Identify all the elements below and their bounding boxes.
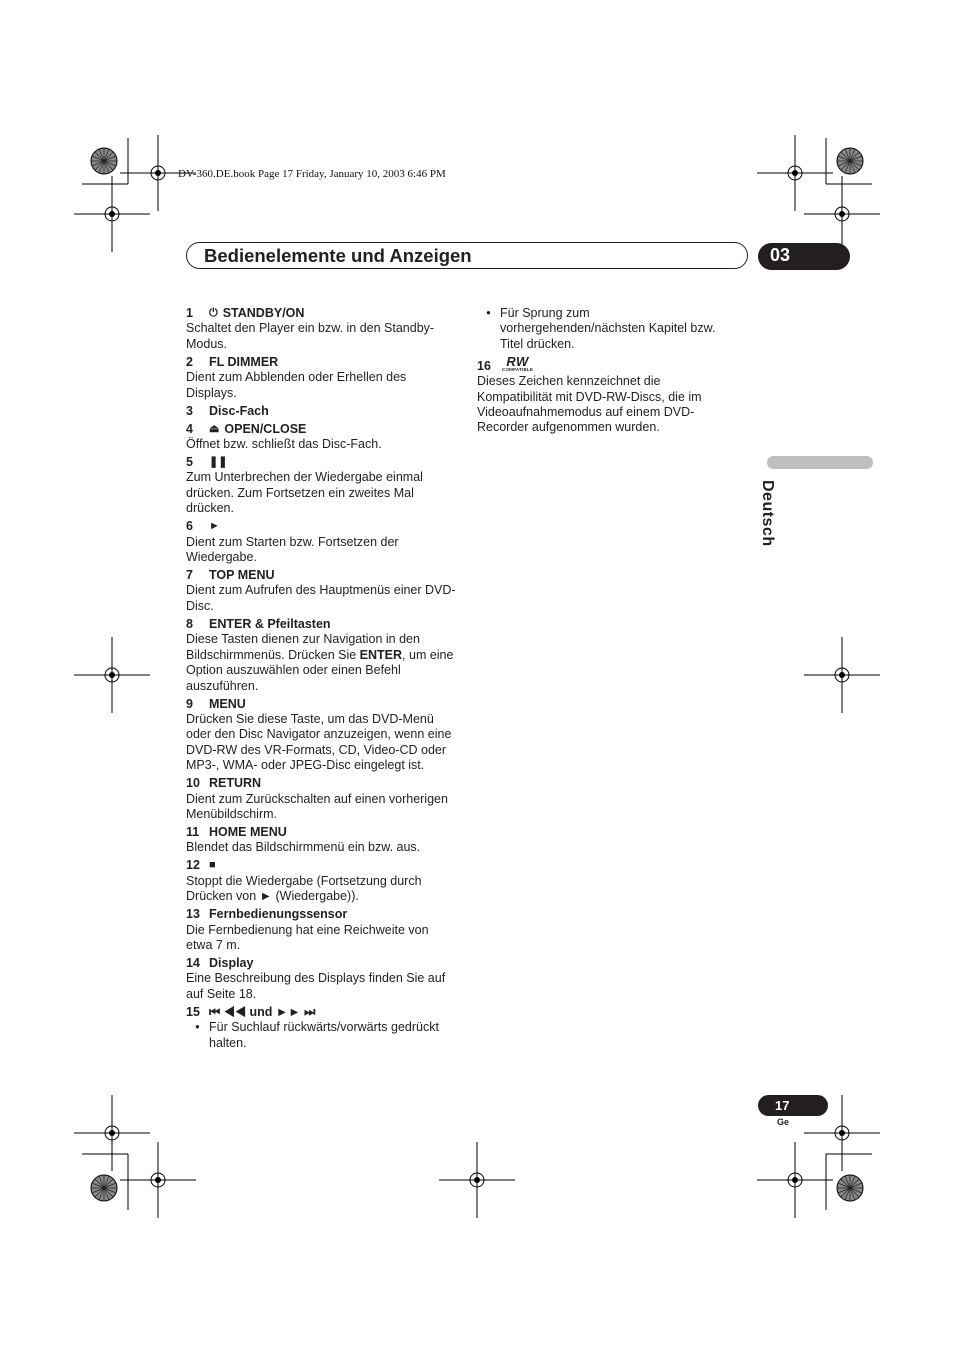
item-description: Zum Unterbrechen der Wiedergabe einmal drücken. Zum Fortsetzen ein zweites Mal drücken. [186,470,423,516]
rw-compatible-logo: RW COMPATIBLE [502,354,534,373]
item-description: Schaltet den Player ein bzw. in den Standby-Modus. [186,321,435,351]
item-description: Die Fernbedienung hat eine Reichweite von etwa 7 m. [186,922,429,952]
language-tab-bar [767,456,873,469]
item-number: 4 [186,421,193,436]
item-title: Fernbedienungssensor [209,907,348,922]
book-header: DV-360.DE.book Page 17 Friday, January 10, 2003 6:46 PM [178,168,446,180]
list-item [186,404,458,419]
list-item [186,422,458,453]
item-number: 3 [186,403,193,418]
item-description: Diese Tasten dienen zur Navigation in den Bildschirmmenüs. Drücken Sie ENTER, um eine Option auszuwählen oder einen Befehl auszuführen. [186,632,454,693]
item-number: 16 [477,358,491,373]
list-item [186,776,458,822]
bullet-item: • Für Sprung zum vorhergehenden/nächsten Kapitel bzw. Titel drücken. [486,306,716,351]
item-description: Öffnet bzw. schließt das Disc-Fach. [186,437,382,452]
pause-icon: ❚❚ [209,456,228,469]
right-column [477,306,732,438]
list-item [186,568,458,614]
list-item [186,519,458,565]
language-label: Deutsch [759,480,776,547]
item-description: Dient zum Aufrufen des Hauptmenüs einer DVD-Disc. [186,583,456,613]
item-description: Dient zum Starten bzw. Fortsetzen der Wiedergabe. [186,534,399,565]
stop-icon: ■ [209,859,216,872]
item-title: Disc-Fach [209,403,269,418]
list-item [186,455,458,517]
item-title: RETURN [209,776,262,791]
item-description: Dient zum Abblenden oder Erhellen des Displays. [186,370,407,400]
item-title: TOP MENU [209,568,275,583]
list-item [186,956,458,1002]
bullet-item: • Für Suchlauf rückwärts/vorwärts gedrückt halten. [195,1020,439,1050]
item-number: 9 [186,696,193,711]
item-description: Drücken Sie diese Taste, um das DVD-Menü oder den Disc Navigator anzuzeigen, wenn eine DVD-RW des VR-Formats, CD, Video-CD oder MP3-, WMA- oder JPEG-Disc eingelegt ist. [186,711,452,773]
item-description: Stoppt die Wiedergabe (Fortsetzung durch Drücken von ► (Wiedergabe)). [186,873,422,904]
item-number: 6 [186,519,193,534]
page-language: Ge [777,1117,790,1127]
item-title: OPEN/CLOSE [224,421,307,436]
item-number: 7 [186,568,193,583]
page-number: 17 [775,1098,790,1113]
list-item [186,825,458,856]
left-column [186,306,458,1054]
eject-icon: ⏏ [209,422,220,435]
list-item [477,354,732,436]
item-number: 5 [186,455,193,470]
section-title-bar [186,242,748,269]
item-number: 13 [186,907,200,922]
item-number: 15 [186,1004,200,1019]
item-number: 8 [186,616,193,631]
item-title: FL DIMMER [209,354,279,369]
list-item [186,697,458,774]
item-title: Display [209,955,254,970]
section-title: Bedienelemente und Anzeigen [204,245,472,266]
item-number: 2 [186,354,193,369]
item-number: 12 [186,858,200,873]
list-item [186,858,458,904]
list-item [186,617,458,694]
item-description: Blendet das Bildschirmmenü ein bzw. aus. [186,840,421,855]
list-item [186,355,458,401]
list-item [186,907,458,953]
item-title: ENTER & Pfeiltasten [209,616,331,631]
item-title: STANDBY/ON [222,306,305,320]
skip-scan-icons-title: ⏮ ◀◀ und ►► ⏭ [209,1004,316,1019]
item-number: 11 [186,824,200,839]
item-description: Dient zum Zurückschalten auf einen vorherigen Menübildschirm. [186,791,448,821]
power-icon: ⏻ [209,307,218,319]
chapter-badge [758,243,850,270]
page-number-badge [758,1095,828,1116]
list-item [186,306,458,352]
chapter-number: 03 [770,245,791,265]
play-icon: ► [209,520,220,533]
item-number: 1 [186,306,193,320]
item-description: Dieses Zeichen kennzeichnet die Kompatibilität mit DVD-RW-Discs, die im Videoaufnahmemodus auf einem DVD-Recorder aufgenommen wurden. [477,374,702,435]
language-tab [758,480,798,555]
list-item [186,1005,458,1051]
item-description: Eine Beschreibung des Displays finden Sie auf auf Seite 18. [186,971,446,1001]
list-item [477,306,732,352]
item-number: 10 [186,776,200,791]
item-title: MENU [209,696,246,711]
item-title: HOME MENU [209,824,287,839]
item-number: 14 [186,955,200,970]
